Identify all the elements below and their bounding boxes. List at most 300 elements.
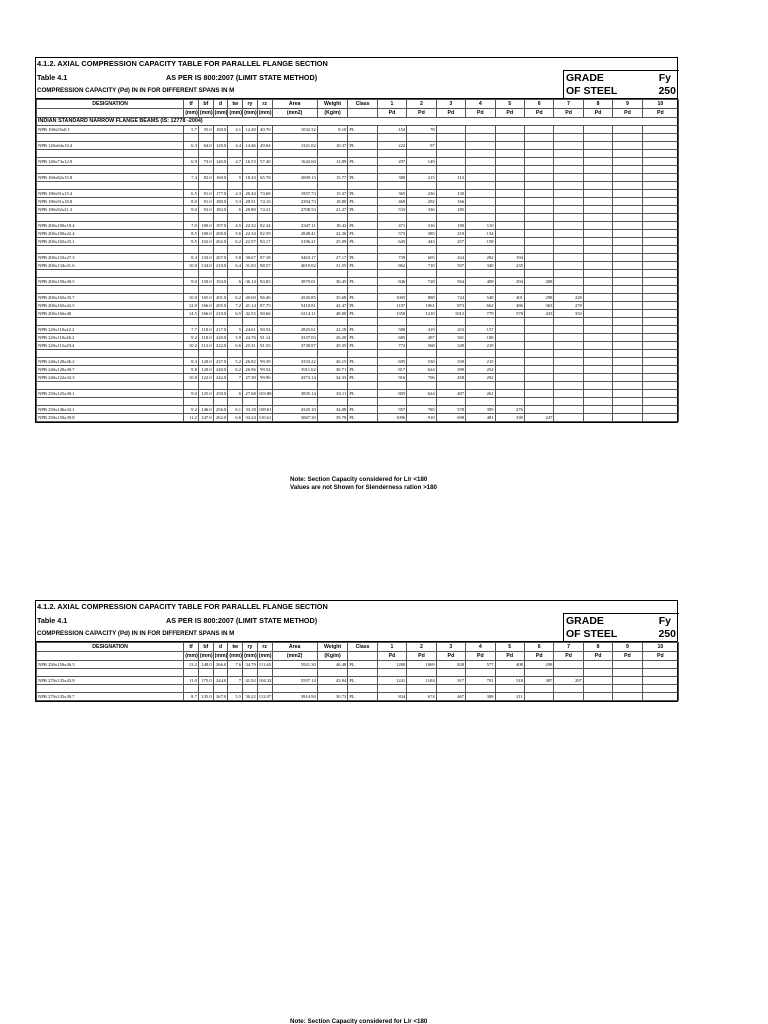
empty-cell [243,318,258,326]
empty-cell [317,134,348,142]
empty-cell [466,286,495,294]
value-cell: 706 [407,374,436,382]
grade-box [563,613,679,642]
value-cell: 43.94 [317,677,348,685]
empty-cell [37,286,184,294]
spacer-row [37,166,679,174]
value-cell [613,142,642,150]
value-cell [642,158,678,166]
empty-cell [184,166,199,174]
class-cell: PL [348,222,377,230]
designation-cell: NPB 250x150x39.8 [37,414,184,422]
value-cell: 30.73 [317,693,348,701]
value-cell: 42.47 [317,302,348,310]
value-cell [613,302,642,310]
value-cell [642,206,678,214]
value-cell: 1032.32 [272,126,317,134]
value-cell [554,158,583,166]
value-cell [524,262,553,270]
column-unit: Pd [436,109,465,118]
empty-cell [272,182,317,190]
empty-cell [317,214,348,222]
value-cell: 165.0 [198,294,213,302]
value-cell: 157 [466,326,495,334]
value-cell [583,174,612,182]
table-row [37,174,679,182]
value-cell: 3333.22 [272,358,317,366]
value-cell: 739 [377,254,406,262]
empty-cell [228,270,243,278]
value-cell: 578 [436,406,465,414]
value-cell: 578 [495,310,524,318]
table-row [37,206,679,214]
empty-cell [583,669,612,677]
empty-cell [524,318,553,326]
value-cell: 2825.61 [272,326,317,334]
value-cell: 785 [407,406,436,414]
value-cell [642,222,678,230]
empty-cell [37,685,184,693]
empty-cell [213,350,228,358]
value-cell: 134 [466,230,495,238]
value-cell [613,254,642,262]
value-cell [466,126,495,134]
value-cell [583,310,612,318]
value-cell: 111.65 [258,662,272,667]
value-cell: 120.0 [198,358,213,366]
value-cell [613,677,642,685]
value-cell [466,174,495,182]
empty-cell [243,214,258,222]
value-cell: 188 [466,334,495,342]
value-cell: 385 [407,230,436,238]
header-row [37,100,679,109]
empty-cell [243,150,258,158]
value-cell: 298 [524,294,553,302]
empty-cell [554,214,583,222]
value-cell: 22.34 [243,230,258,238]
value-cell: 3463.17 [272,254,317,262]
empty-cell [436,134,465,142]
value-cell [495,342,524,350]
value-cell: 253 [436,326,465,334]
value-cell: 256.0 [213,406,228,414]
designation-cell: NPB 100x55x8.1 [37,126,184,134]
value-cell: 10.0 [184,294,199,302]
designation-cell: NPB 200x133x27.3 [37,254,184,262]
column-header: 7 [554,643,583,652]
capacity-table [36,642,679,701]
column-header: 1 [377,643,406,652]
empty-cell [213,270,228,278]
value-cell: 624 [407,366,436,374]
empty-cell [257,150,272,158]
value-cell [613,278,642,286]
value-cell: 39.78 [317,414,348,422]
value-cell: 5.5 [228,693,243,701]
value-cell [524,374,553,382]
empty-cell [257,286,272,294]
class-cell: PL [348,142,377,150]
empty-cell [198,685,213,693]
value-cell: 6.1 [228,406,243,414]
column-header: 6 [524,643,553,652]
table-row [37,310,679,318]
value-cell [495,126,524,134]
empty-cell [583,318,612,326]
value-cell [642,198,678,206]
value-cell: 6.5 [228,310,243,318]
empty-cell [407,182,436,190]
value-cell: 7.0 [184,222,199,230]
empty-cell [613,182,642,190]
value-cell [583,262,612,270]
table-row [37,158,679,166]
value-cell: 55.0 [198,126,213,134]
value-cell: 674 [407,693,436,701]
designation-cell: NPB 220x110x26.2 [37,334,184,342]
class-cell: PL [348,374,377,382]
column-header: DESIGNATION [37,100,184,109]
value-cell [583,661,612,669]
value-cell: 10.37 [317,142,348,150]
value-cell [554,238,583,246]
value-cell: 662 [466,302,495,310]
value-cell [583,406,612,414]
spacer-row [37,134,679,142]
spacer-row [37,685,679,693]
designation-cell: NPB 250x146x34.1 [37,406,184,414]
value-cell: 1104 [407,677,436,685]
table-number: Table 4.1 [37,73,68,82]
empty-cell [228,685,243,693]
empty-cell [184,270,199,278]
value-cell [524,406,553,414]
empty-cell [495,214,524,222]
table-row [37,693,679,701]
column-header: Area [272,100,317,109]
empty-cell [583,398,612,406]
value-cell: 2708.53 [272,206,317,214]
empty-cell [524,214,553,222]
empty-cell [257,214,272,222]
empty-cell [243,382,258,390]
value-cell: 88.57 [257,262,272,270]
value-cell [466,158,495,166]
empty-cell [213,382,228,390]
empty-cell [272,398,317,406]
empty-cell [583,350,612,358]
empty-cell [317,318,348,326]
column-unit: Pd [642,652,678,661]
empty-cell [348,685,377,693]
value-cell [524,174,553,182]
empty-cell [642,150,678,158]
value-cell: 399 [436,366,465,374]
value-cell: 120.0 [213,142,228,150]
empty-cell [466,246,495,254]
column-header: 2 [407,643,436,652]
empty-cell [407,150,436,158]
value-cell: 12.40 [243,126,258,134]
column-header: ry [243,643,258,652]
value-cell [613,126,642,134]
value-cell [583,238,612,246]
column-header: 6 [524,100,553,109]
value-cell: 210.0 [213,262,228,270]
value-cell: 34.33 [317,374,348,382]
value-cell: 112.07 [258,694,272,699]
table-caption: COMPRESSION CAPACITY (Pd) IN IN FOR DIFFERENT SPANS IN M [37,630,235,637]
value-cell: 6.2 [228,238,243,246]
value-cell: 90.54 [257,326,272,334]
value-cell: 254 [466,366,495,374]
value-cell: 27.17 [317,254,348,262]
empty-cell [613,214,642,222]
empty-cell [642,214,678,222]
empty-cell [317,669,348,677]
empty-cell [554,286,583,294]
value-cell: 26.15 [317,358,348,366]
value-cell: 294 [495,278,524,286]
designation-cell: NPB 220x112x29.4 [37,342,184,350]
empty-cell [583,150,612,158]
value-cell [524,390,553,398]
empty-cell [198,286,213,294]
value-cell [524,238,553,246]
value-cell: 82.34 [257,222,272,230]
empty-cell [524,382,553,390]
value-cell: 73.68 [257,190,272,198]
empty-cell [613,150,642,158]
empty-cell [228,398,243,406]
value-cell [583,326,612,334]
empty-cell [257,134,272,142]
grade-box [563,70,679,99]
value-cell: 408 [466,278,495,286]
column-unit: (mm) [258,110,272,116]
table-row [37,262,679,270]
value-cell: 9.2 [184,334,199,342]
value-cell: 467 [436,693,465,701]
value-cell: 15.37 [317,190,348,198]
value-cell [583,390,612,398]
value-cell [613,342,642,350]
value-cell [642,190,678,198]
spacer-row [37,382,679,390]
empty-cell [407,669,436,677]
value-cell: 31.55 [317,262,348,270]
value-cell: 408 [495,661,524,669]
column-unit: Pd [407,109,436,118]
value-cell [642,661,678,669]
value-cell: 90.66 [257,310,272,318]
empty-cell [466,150,495,158]
value-cell: 21.27 [317,206,348,214]
spacer-row [37,286,679,294]
empty-cell [317,382,348,390]
value-cell: 26.20 [317,334,348,342]
empty-cell [272,134,317,142]
value-cell: 1005 [377,294,406,302]
empty-cell [554,270,583,278]
table-row [37,126,679,134]
value-cell [495,198,524,206]
value-cell: 210.0 [213,310,228,318]
designation-cell: NPB 200x150x30.5 [37,278,184,286]
column-unit: Pd [583,652,612,661]
empty-cell [407,350,436,358]
empty-cell [613,270,642,278]
empty-cell [198,214,213,222]
value-cell: 1197 [377,302,406,310]
empty-cell [377,685,406,693]
class-cell: PL [348,294,377,302]
value-cell [613,366,642,374]
table-row [37,366,679,374]
empty-cell [37,350,184,358]
value-cell [524,206,553,214]
value-cell: 518 [495,677,524,685]
value-cell [583,142,612,150]
note-line-1: Note: Section Capacity considered for L/r <180 [290,476,428,483]
empty-cell [348,182,377,190]
empty-cell [243,166,258,174]
unit-row [37,652,679,661]
designation-cell: NPB 250x150x46.5 [37,661,184,669]
value-cell: 29.35 [317,342,348,350]
value-cell: 34.79 [243,661,258,669]
value-cell [554,693,583,701]
empty-cell [436,214,465,222]
value-cell: 395 [466,406,495,414]
empty-cell [613,166,642,174]
table-number: Table 4.1 [37,616,68,625]
empty-cell [228,134,243,142]
empty-cell [436,182,465,190]
grade-label-2: OF STEEL [566,85,618,97]
value-cell: 5.6 [228,230,243,238]
empty-cell [466,669,495,677]
value-cell: 20.80 [243,206,258,214]
empty-cell [228,382,243,390]
value-cell: 27.39 [243,374,258,382]
column-unit [348,109,377,118]
column-unit: Pd [407,652,436,661]
empty-cell [348,318,377,326]
value-cell [583,190,612,198]
value-cell: 261 [466,390,495,398]
class-cell: PL [348,406,377,414]
designation-cell: NPB 220x110x22.2 [37,326,184,334]
empty-cell [524,350,553,358]
column-header: 2 [407,100,436,109]
value-cell: 419 [407,326,436,334]
empty-cell [348,166,377,174]
value-cell: 3835.14 [272,390,317,398]
empty-cell [377,318,406,326]
column-header: 8 [583,100,612,109]
value-cell [554,222,583,230]
value-cell [613,661,642,669]
value-cell: 6.5 [184,190,199,198]
column-unit: (mm) [185,110,198,116]
spacer-row [37,182,679,190]
empty-cell [407,214,436,222]
value-cell: 30.45 [317,278,348,286]
value-cell: 9.0 [184,278,199,286]
value-cell: 292 [407,198,436,206]
column-header: 3 [436,100,465,109]
unit-row [37,109,679,118]
value-cell: 65.78 [257,174,272,182]
empty-cell [377,214,406,222]
value-cell: 57.40 [257,158,272,166]
value-cell: 6.6 [228,342,243,350]
value-cell: 13.2 [184,661,199,669]
table-row [37,374,679,382]
empty-cell [377,134,406,142]
empty-cell [377,166,406,174]
table-title: 4.1.2. AXIAL COMPRESSION CAPACITY TABLE FOR PARALLEL FLANGE SECTION [37,59,328,68]
class-cell: PL [348,326,377,334]
value-cell: 469 [377,198,406,206]
value-cell [583,302,612,310]
column-header: Area [272,643,317,652]
value-cell [554,374,583,382]
value-cell: 7.2 [228,302,243,310]
value-cell [554,174,583,182]
value-cell: 380 [377,174,406,182]
value-cell: 1096 [377,414,406,422]
empty-cell [407,166,436,174]
value-cell: 888 [407,294,436,302]
value-cell: 110.0 [198,326,213,334]
value-cell [642,326,678,334]
value-cell: 147.0 [198,414,213,422]
value-cell [583,693,612,701]
column-unit: Pd [613,652,642,661]
value-cell [613,326,642,334]
empty-cell [436,669,465,677]
value-cell [642,406,678,414]
value-cell [554,326,583,334]
empty-cell [243,350,258,358]
class-cell: PL [348,310,377,318]
value-cell: 112.0 [198,342,213,350]
value-cell: 30.71 [317,366,348,374]
empty-cell [37,150,184,158]
value-cell: 27.68 [243,390,258,398]
value-cell: 146.0 [198,406,213,414]
empty-cell [377,382,406,390]
value-cell: 244.0 [213,677,228,685]
empty-cell [524,669,553,677]
empty-cell [377,182,406,190]
value-cell: 481 [466,414,495,422]
value-cell: 2009.13 [272,174,317,182]
column-unit: Pd [495,652,524,661]
value-cell: 200.0 [213,230,228,238]
table-row [37,278,679,286]
value-cell: 1012 [436,310,465,318]
empty-cell [37,669,184,677]
value-cell [554,390,583,398]
value-cell [436,126,465,134]
value-cell: 125.0 [198,390,213,398]
value-cell: 25.31 [243,342,258,350]
empty-cell [524,398,553,406]
